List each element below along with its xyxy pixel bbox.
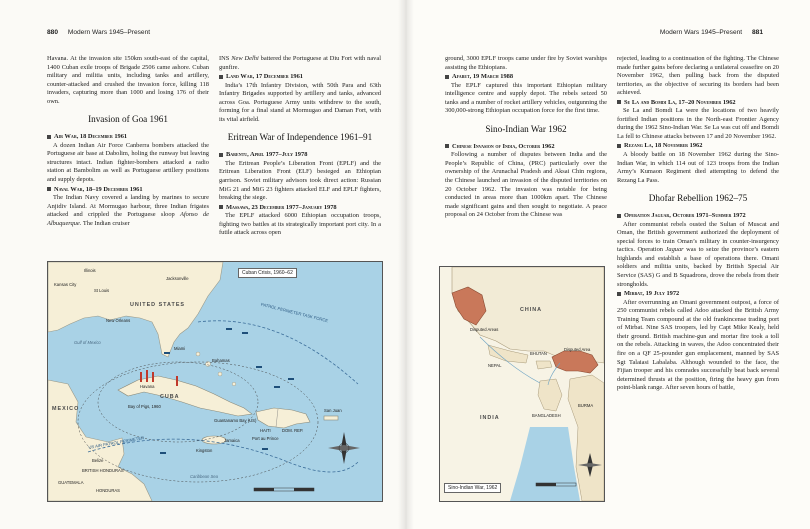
entry-text: The EPLF attacked 6000 Ethiopian occupation troops, fighting two battles at its strategically important port city. In a futile attack across open: [219, 212, 381, 237]
label-illinois: Illinois: [84, 268, 96, 273]
entry-text: After overrunning an Omani government outpost, a force of 250 communist rebels called Adoo attacked the British Army Training Team compound at the old frankincense trading port of Mirbat. Nine SAS troopers, led by Capt Mike Kealy, held their ground. British machine-gun and mortar fire took a toll on the rebels. Attacking in waves, the Adoo concentrated their fire on a QF 25-pounder gun emplacement, manned by SAS Sgt Talaiasi Labalaba. Although wounded to the face, the Fijian trooper and his comrades successfully beat back several determined thrusts at the position, firing the heavy gun from point-blank range. After seven hours of battle,: [617, 298, 779, 392]
label-gulf-of-mexico: Gulf of Mexico: [74, 340, 101, 345]
entry-operation-jaguar: [617, 212, 779, 289]
right-column-1: [445, 55, 607, 220]
operation-name: Jaguar: [665, 246, 684, 254]
left-column-2: [219, 55, 381, 238]
entry-se-la: [617, 99, 779, 142]
entry-title: Rezang La, 18 November 1962: [624, 142, 703, 150]
label-port-au-prince: Port au Prince: [252, 436, 279, 441]
label-haiti: HAITI: [260, 428, 271, 433]
right-page-number: 881: [751, 29, 763, 36]
label-bay-of-pigs: Bay of Pigs, 1960: [128, 404, 161, 409]
section-heading-goa: Invasion of Goa 1961: [88, 114, 168, 125]
text-span: . The Indian cruiser: [79, 219, 130, 227]
entry-barentu: [219, 151, 381, 202]
sino-indian-map-graphic: [440, 267, 604, 501]
section-heading-dhofar: Dhofar Rebellion 1962–75: [648, 193, 748, 204]
missile-icon: [176, 376, 178, 386]
square-bullet-icon: [617, 292, 621, 296]
label-jacksonville: Jacksonville: [166, 276, 189, 281]
ship-icon: [242, 332, 248, 334]
square-bullet-icon: [617, 214, 621, 218]
scale-bar-segment: [536, 483, 556, 486]
text-span: battered the Portuguese at Diu Fort with naval gunfire.: [219, 55, 381, 71]
label-mexico: MEXICO: [52, 406, 80, 412]
text-span: INS: [219, 55, 232, 62]
label-belize: Belize: [92, 458, 104, 463]
label-jamaica: Jamaica: [224, 438, 240, 443]
ship-icon: [160, 452, 166, 454]
map-title: Sino-Indian War, 1962: [444, 483, 501, 493]
entry-text: Following a number of disputes between India and the People’s Republic of China, (PRC) particularly over the ownership of the Arunachal Pradesh and Aksai Chin regions, the Chinese launched an invasion of the disputed territories on 20 October 1962. The invasion was notable for being conducted in areas more than 1000km apart. The Chinese made significant gains and then sought to negotiate. A peace proposal on 24 October from the Chinese was: [445, 151, 607, 219]
label-guatemala: GUATEMALA: [58, 480, 84, 485]
entry-rezang-la: [617, 142, 779, 185]
ship-icon: [274, 386, 280, 388]
label-air-patrol: US AIR PATROL PERIMETER: [87, 435, 145, 450]
square-bullet-icon: [617, 100, 621, 104]
label-india: INDIA: [480, 415, 500, 421]
entry-title: Barentu, April 1977–July 1978: [226, 151, 308, 159]
map-title: Cuban Crisis, 1960–62: [238, 268, 297, 278]
book-gutter-shadow: [398, 0, 414, 529]
ship-icon: [256, 366, 262, 368]
entry-text: India’s 17th Infantry Division, with 50th Para and 63th Infantry Brigades supported by artillery and tanks, advanced across Goa. Portuguese Army units withdrew to the south, forming for a final stand at Mormugao and Daman Fort, with its vital airfield.: [219, 81, 381, 123]
scale-bar-segment: [294, 488, 314, 491]
square-bullet-icon: [445, 144, 449, 148]
ship-name: New Delhi: [231, 55, 259, 62]
paragraph-continuation: rejected, leading to a continuation of the fighting. The Chinese made further gains before declaring a unilateral ceasefire on 20 November 1962, then pulling back from the disputed territories, as the objective of securing its borders had been achieved.: [617, 55, 779, 97]
label-nepal: NEPAL: [488, 363, 502, 368]
label-guantanamo: Guantanamo Bay (US): [214, 418, 257, 423]
square-bullet-icon: [219, 205, 223, 209]
entry-text: [47, 194, 209, 228]
square-bullet-icon: [47, 187, 51, 191]
entry-mirbat: [617, 290, 779, 393]
label-kansas-city: Kansas City: [54, 282, 77, 287]
entry-title: Afabet, 19 March 1988: [452, 73, 514, 81]
left-running-title: Modern Wars 1945–Present: [67, 29, 151, 36]
label-bhutan: BHUTAN: [530, 351, 547, 356]
label-san-juan: San Juan: [324, 408, 342, 413]
label-miami: Miami: [174, 346, 186, 351]
entry-title: Land War, 17 December 1961: [226, 73, 303, 81]
square-bullet-icon: [219, 75, 223, 79]
paragraph-continuation: [219, 55, 381, 72]
entry-title: Naval War, 18–19 December 1961: [54, 185, 143, 193]
label-china: CHINA: [520, 307, 543, 313]
entry-title: Massawa, 23 December 1977–January 1978: [226, 203, 337, 211]
missile-icon: [140, 372, 142, 382]
scale-bar-segment: [254, 488, 274, 491]
square-bullet-icon: [445, 75, 449, 79]
ship-icon: [164, 352, 170, 354]
bahamas-island: [196, 352, 200, 356]
entry-text: A dozen Indian Air Force Canberra bombers attacked the Portuguese air base at Dabolim, holing the runway but leaving structures intact. Indian fighter-bombers attacked a radio station at Bambolim as well as Portuguese artillery positions and supply depots.: [47, 141, 209, 184]
entry-air-war: [47, 133, 209, 184]
missile-icon: [152, 372, 154, 382]
entry-massawa: [219, 204, 381, 238]
label-caribbean-sea: Caribbean Sea: [190, 474, 218, 479]
entry-land-war: [219, 73, 381, 124]
label-patrol-perimeter: PATROL PERIMETER TASK FORCE: [260, 301, 329, 324]
label-havana: Havana: [140, 384, 155, 389]
label-dom-rep: DOM. REP.: [282, 428, 304, 433]
right-running-title: Modern Wars 1945–Present: [659, 29, 743, 36]
jamaica-island: [202, 436, 226, 444]
bahamas-island: [218, 372, 222, 376]
left-page-number: 880: [47, 29, 59, 36]
label-kingston: Kingston: [196, 448, 213, 453]
ship-name: Afonso de Albuquerque: [47, 211, 209, 227]
label-cuba: CUBA: [160, 394, 180, 400]
label-new-orleans: New Orleans: [106, 318, 131, 323]
square-bullet-icon: [47, 135, 51, 139]
entry-title: Air War, 18 December 1961: [54, 133, 128, 141]
cuba-map-graphic: [48, 262, 382, 501]
label-bahamas: Bahamas: [212, 358, 230, 363]
entry-text: A bloody battle on 18 November 1962 during the Sino-Indian War, in which 114 out of 123 troops from the Indian Army’s Kumaon Regiment died attempting to defend the Rezang La Pass.: [617, 151, 779, 184]
left-column-1: [47, 55, 209, 228]
bahamas-island: [232, 382, 236, 386]
section-heading-sino-indian: Sino-Indian War 1962: [485, 123, 567, 134]
right-column-2: [617, 55, 779, 393]
square-bullet-icon: [219, 153, 223, 157]
map-cuban-crisis: [47, 261, 383, 502]
missile-icon: [146, 370, 148, 382]
ship-icon: [288, 378, 294, 380]
entry-afabet: [445, 73, 607, 116]
entry-chinese-invasion: [445, 143, 607, 220]
paragraph-continuation: ground, 3000 EPLF troops came under fire by Soviet warships assisting the Ethiopians.: [445, 55, 607, 71]
entry-title: Operation Jaguar, October 1971–Summer 1972: [624, 212, 746, 220]
section-heading-eritrea: Eritrean War of Independence 1961–91: [227, 132, 373, 143]
text-span: After communist rebels ousted the Sultan of Muscat and Oman, the British government authorized the deployment of special forces to train Oman’s military in counter-insurgency tactics. Operation: [617, 220, 779, 254]
paragraph-continuation: Havana. At the invasion site 150km south-east of the capital, 1400 Cuban exile troops of Brigade 2506 came ashore. Cuban military and militia units, including tanks and artillery, counter-attacked and crushed the invasion force, killing 118 invaders, capturing more than 1000 and losing 176 of their own.: [47, 55, 209, 105]
entry-text: [617, 221, 779, 289]
right-page: [405, 0, 810, 529]
ship-icon: [262, 448, 268, 450]
text-span: The Indian Navy covered a landing by marines to secure Anjidiv Island. At Mormugao harbour, three Indian frigates attacked and crippled the Portuguese sloop: [47, 194, 209, 219]
label-british-honduras: BRITISH HONDURAS: [82, 468, 124, 473]
puerto-rico-island: [324, 416, 338, 420]
square-bullet-icon: [617, 144, 621, 148]
label-bangladesh: BANGLADESH: [532, 413, 561, 418]
entry-text: Se La and Bomdi La were the locations of two heavily fortified Indian positions in the North-east Frontier Agency during the 1962 Sino-Indian War. Se La was cut off and Bomdi La fell to Chinese attacks between 17 and 20 November 1962.: [617, 107, 779, 140]
entry-text: The Eritrean People’s Liberation Front (EPLF) and the Eritrean Liberation Front (ELF) besieged an Ethiopian garrison. Soviet military advisors took direct action: Russian MiG 21 and MiG 23 fighters attacked ELF and EPLF fighters, breaking the siege.: [219, 159, 381, 202]
entry-text: The EPLF captured this important Ethiopian military intelligence centre and supply depot. The rebels seized 50 tanks and a number of rocket artillery vehicles, outgunning the 300,000-strong Ethiopian occupation force for the first time.: [445, 81, 607, 115]
label-honduras: HONDURAS: [96, 488, 120, 493]
entry-title: Chinese Invasion of India, October 1962: [452, 142, 555, 150]
label-united-states: UNITED STATES: [130, 302, 186, 308]
ship-icon: [226, 328, 232, 330]
entry-naval-war: [47, 186, 209, 229]
label-st-louis: St Louis: [94, 288, 110, 293]
label-disputed-areas-west: Disputed Areas: [470, 327, 499, 332]
right-running-head: [660, 29, 763, 36]
entry-title: Se La and Bomdi La, 17–20 November 1962: [624, 98, 736, 106]
text-span: was to seize the province’s eastern highlands and establish a base of operations there. Omani soldiers and militia units, backed by British Special Air Service (SAS) G and B Squadrons, drove the rebels from their strongholds.: [617, 246, 779, 288]
label-disputed-area-east: Disputed Area: [564, 347, 591, 352]
map-sino-indian: [439, 266, 605, 502]
left-running-head: [47, 29, 150, 36]
label-burma: BURMA: [578, 403, 594, 408]
entry-title: Mirbat, 19 July 1972: [624, 290, 680, 298]
